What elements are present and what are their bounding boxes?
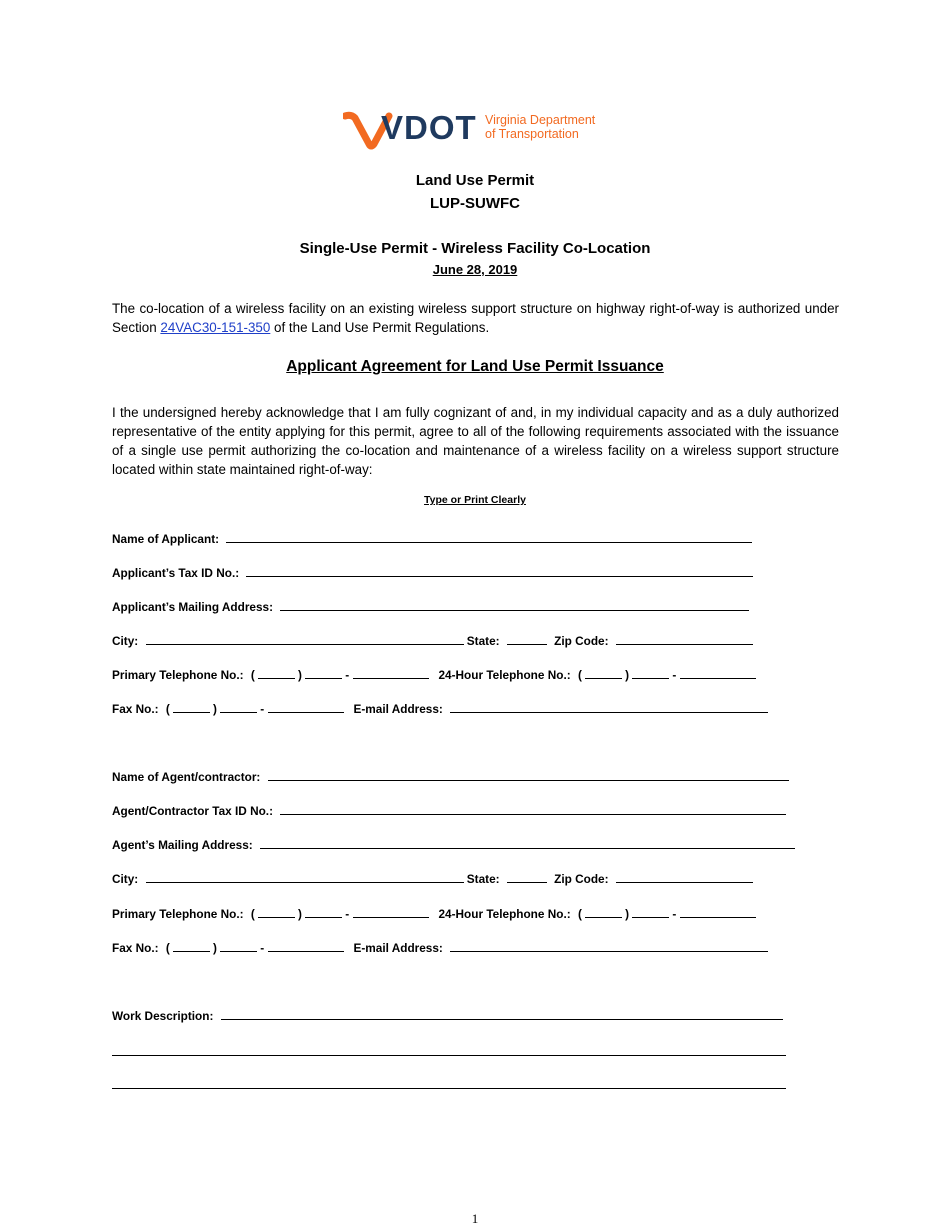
dash: - — [260, 941, 265, 955]
paren-close: ) — [298, 668, 302, 682]
agent-tax-label: Agent/Contractor Tax ID No.: — [112, 804, 274, 818]
agent-tax-row — [112, 802, 786, 819]
applicant-phone-label: Primary Telephone No.: — [112, 668, 244, 682]
paren-close: ) — [625, 907, 630, 921]
applicant-tax-field[interactable] — [246, 564, 753, 577]
intro-text-before: The co-location of a wireless facility on an existing wireless support structure on highway right-of-way is authorized under Section — [112, 301, 839, 335]
agent-name-label: Name of Agent/contractor: — [112, 770, 261, 784]
agent-email-label: E-mail Address: — [353, 941, 443, 955]
agent-phone-area-field[interactable] — [258, 905, 295, 918]
regulation-link[interactable]: 24VAC30-151-350 — [160, 320, 271, 335]
form-subtitle: Single-Use Permit - Wireless Facility Co-Location — [299, 240, 651, 257]
applicant-phone24-line-field[interactable] — [680, 666, 756, 679]
applicant-tax-label: Applicant’s Tax ID No.: — [112, 566, 240, 580]
applicant-phone-line-field[interactable] — [353, 666, 429, 679]
agent-fax-row — [112, 939, 768, 956]
paren-open: ( — [250, 907, 255, 921]
agent-phone24-line-field[interactable] — [680, 905, 756, 918]
agent-city-field[interactable] — [146, 870, 464, 883]
applicant-name-label: Name of Applicant: — [112, 532, 220, 546]
agent-phone24-prefix-field[interactable] — [632, 905, 669, 918]
agent-phone-row — [112, 905, 756, 922]
work-description-line-2[interactable] — [112, 1055, 786, 1056]
form-code: LUP-SUWFC — [430, 195, 520, 212]
agent-fax-area-field[interactable] — [173, 939, 210, 952]
agent-name-field[interactable] — [268, 768, 789, 781]
logo-line-1: Virginia Department — [485, 113, 596, 127]
paren-close: ) — [213, 702, 217, 716]
agent-state-label: State: — [466, 872, 500, 886]
agent-name-row — [112, 768, 789, 785]
applicant-phone-prefix-field[interactable] — [305, 666, 342, 679]
dash: - — [672, 907, 677, 921]
paren-open: ( — [165, 941, 170, 955]
paren-close: ) — [213, 941, 217, 955]
agent-phone24-label: 24-Hour Telephone No.: — [438, 907, 571, 921]
dash: - — [345, 668, 350, 682]
agent-email-field[interactable] — [450, 939, 768, 952]
agent-fax-label: Fax No.: — [112, 941, 159, 955]
applicant-address-row — [112, 598, 749, 615]
agent-phone-line-field[interactable] — [353, 905, 429, 918]
intro-text-after: of the Land Use Permit Regulations. — [270, 320, 490, 335]
agent-phone24-area-field[interactable] — [585, 905, 622, 918]
paren-open: ( — [577, 668, 582, 682]
page-title: Land Use Permit — [415, 172, 535, 189]
agent-city-row — [112, 870, 753, 887]
paren-open: ( — [577, 907, 582, 921]
work-description-row — [112, 1007, 783, 1024]
work-description-line-3[interactable] — [112, 1088, 786, 1089]
applicant-fax-prefix-field[interactable] — [220, 700, 257, 713]
agent-city-label: City: — [112, 872, 139, 886]
agent-zip-label: Zip Code: — [554, 872, 609, 886]
logo-mark-text: VDOT — [381, 109, 477, 146]
agent-phone-label: Primary Telephone No.: — [112, 907, 244, 921]
agent-phone-prefix-field[interactable] — [305, 905, 342, 918]
applicant-name-field[interactable] — [226, 530, 752, 543]
dash: - — [672, 668, 677, 682]
print-note: Type or Print Clearly — [424, 494, 526, 506]
paren-open: ( — [250, 668, 255, 682]
applicant-email-field[interactable] — [450, 700, 768, 713]
form-date: June 28, 2019 — [432, 262, 518, 277]
dash: - — [260, 702, 265, 716]
vdot-logo-mark — [343, 106, 613, 152]
paren-close: ) — [298, 907, 302, 921]
work-description-label: Work Description: — [112, 1009, 214, 1023]
applicant-address-field[interactable] — [280, 598, 749, 611]
agent-address-label: Agent’s Mailing Address: — [112, 838, 253, 852]
applicant-zip-field[interactable] — [616, 632, 753, 645]
agreement-paragraph: I the undersigned hereby acknowledge that I am fully cognizant of and, in my individual capacity and as a duly authorized representative of the entity applying for this permit, agree to all of the following requirements associated with the issuance of a single use permit authorizing the co-location and maintenance of a wireless facility on a wireless support structure located within state maintained right-of-way: — [112, 405, 839, 477]
applicant-fax-line-field[interactable] — [268, 700, 344, 713]
logo-line-2: of Transportation — [485, 127, 579, 141]
agent-address-row — [112, 836, 795, 853]
applicant-phone-area-field[interactable] — [258, 666, 295, 679]
agent-fax-line-field[interactable] — [268, 939, 344, 952]
applicant-address-label: Applicant’s Mailing Address: — [112, 600, 274, 614]
work-description-field[interactable] — [221, 1007, 783, 1020]
agent-address-field[interactable] — [260, 836, 795, 849]
agent-fax-prefix-field[interactable] — [220, 939, 257, 952]
agent-tax-field[interactable] — [280, 802, 786, 815]
agent-zip-field[interactable] — [616, 870, 753, 883]
applicant-zip-label: Zip Code: — [554, 634, 609, 648]
applicant-email-label: E-mail Address: — [353, 702, 443, 716]
applicant-state-field[interactable] — [507, 632, 547, 645]
paren-open: ( — [165, 702, 170, 716]
vdot-logo — [343, 106, 613, 152]
applicant-phone-row — [112, 666, 756, 683]
applicant-city-field[interactable] — [146, 632, 464, 645]
agent-state-field[interactable] — [507, 870, 547, 883]
page-number: 1 — [471, 1211, 479, 1226]
dash: - — [345, 907, 350, 921]
applicant-name-row — [112, 530, 752, 547]
applicant-phone24-prefix-field[interactable] — [632, 666, 669, 679]
applicant-state-label: State: — [466, 634, 500, 648]
applicant-phone24-area-field[interactable] — [585, 666, 622, 679]
applicant-city-label: City: — [112, 634, 139, 648]
applicant-city-row — [112, 632, 753, 649]
paren-close: ) — [625, 668, 630, 682]
applicant-tax-row — [112, 564, 753, 581]
applicant-fax-label: Fax No.: — [112, 702, 159, 716]
agreement-heading: Applicant Agreement for Land Use Permit Issuance — [286, 358, 664, 375]
intro-paragraph — [112, 299, 839, 337]
applicant-phone24-label: 24-Hour Telephone No.: — [438, 668, 571, 682]
applicant-fax-area-field[interactable] — [173, 700, 210, 713]
applicant-fax-row — [112, 700, 768, 717]
